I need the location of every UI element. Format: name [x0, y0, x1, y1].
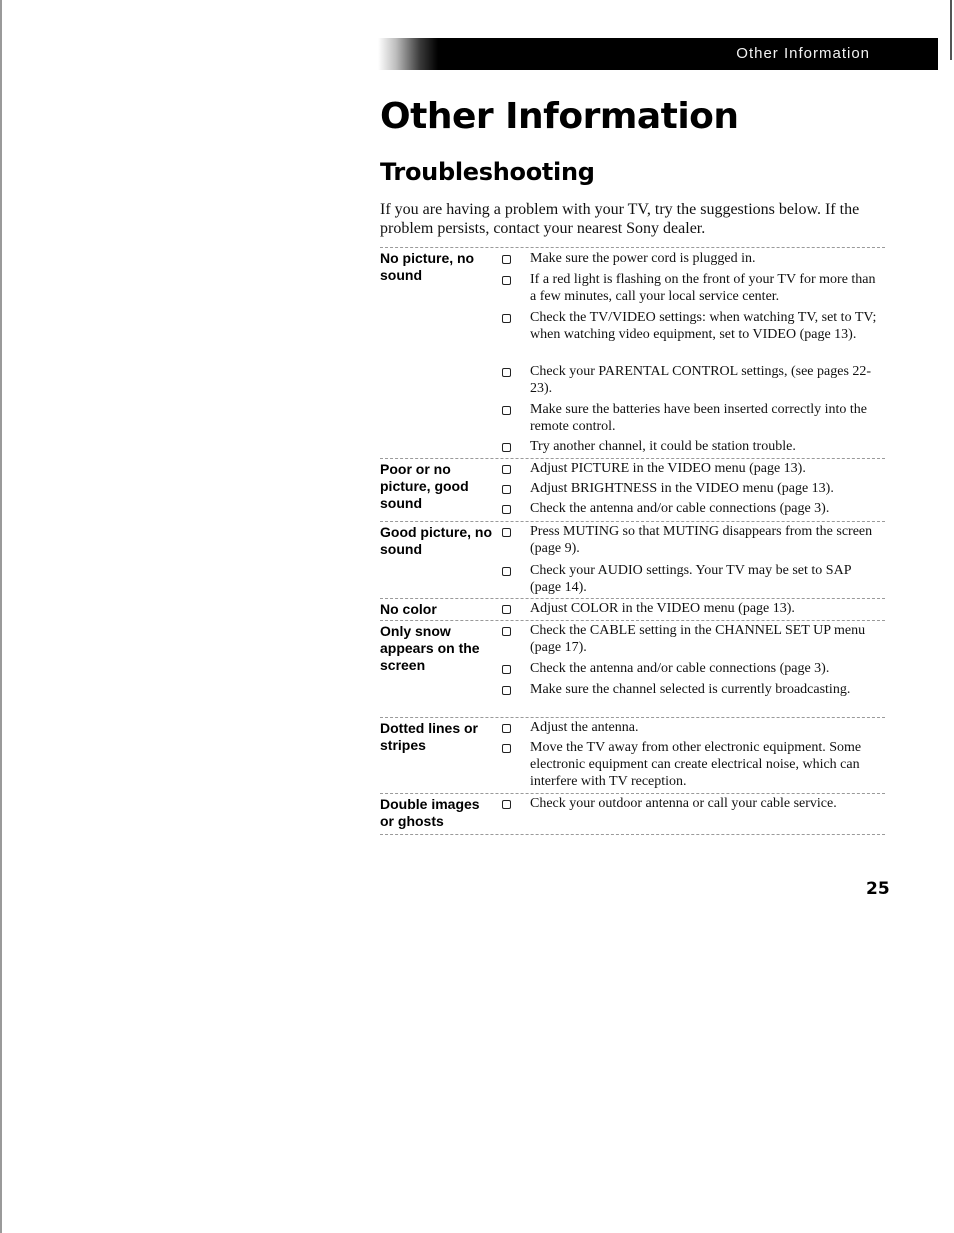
solution-text: Make sure the batteries have been inserted correctly into the remote control.	[530, 402, 868, 434]
solution-text: Adjust PICTURE in the VIDEO menu (page 13).	[530, 461, 806, 476]
table-row	[380, 598, 885, 620]
problem-label: Double images or ghosts	[380, 796, 480, 829]
checkbox-bullet-icon	[502, 276, 511, 285]
solution-text: Make sure the channel selected is currently broadcasting.	[530, 682, 851, 697]
header-bar-gradient	[378, 38, 438, 70]
table-row	[380, 247, 885, 458]
solution-text: Adjust COLOR in the VIDEO menu (page 13).	[530, 601, 795, 616]
table-row	[380, 793, 885, 835]
problem-label: No color	[380, 601, 437, 617]
checkbox-bullet-icon	[502, 485, 511, 494]
checkbox-bullet-icon	[502, 686, 511, 695]
solution-text: Check your AUDIO settings. Your TV may be set to SAP (page 14).	[530, 563, 851, 595]
checkbox-bullet-icon	[502, 528, 511, 537]
table-row	[380, 620, 885, 717]
problem-label: No picture, no sound	[380, 250, 475, 283]
page-scan-mark	[950, 0, 952, 60]
solution-text: Check the TV/VIDEO settings: when watching TV, set to TV; when watching video equipment, set to VIDEO (page 13).	[530, 310, 877, 342]
solution-text: Move the TV away from other electronic equipment. Some electronic equipment can create electrical noise, which can interfere with TV reception.	[530, 740, 862, 789]
intro-paragraph: If you are having a problem with your TV, try the suggestions below. If the problem persists, contact your nearest Sony dealer.	[380, 201, 860, 237]
problem-label: Poor or no picture, good sound	[380, 461, 469, 511]
checkbox-bullet-icon	[502, 605, 511, 614]
solution-text: Check the antenna and/or cable connections (page 3).	[530, 501, 830, 516]
checkbox-bullet-icon	[502, 567, 511, 576]
solution-text: Check the antenna and/or cable connections (page 3).	[530, 661, 830, 676]
page-title: Other Information	[380, 96, 739, 137]
checkbox-bullet-icon	[502, 800, 511, 809]
header-bar	[378, 38, 938, 70]
checkbox-bullet-icon	[502, 744, 511, 753]
page-scan-edge	[0, 0, 2, 1233]
problem-label: Only snow appears on the screen	[380, 623, 480, 673]
problem-label: Dotted lines or stripes	[380, 720, 479, 753]
page-number: 25	[866, 879, 890, 899]
checkbox-bullet-icon	[502, 406, 511, 415]
checkbox-bullet-icon	[502, 627, 511, 636]
header-title: Other Information	[736, 45, 870, 62]
checkbox-bullet-icon	[502, 368, 511, 377]
solution-text: Check your outdoor antenna or call your cable service.	[530, 796, 837, 811]
table-row	[380, 521, 885, 598]
checkbox-bullet-icon	[502, 465, 511, 474]
solution-text: Press MUTING so that MUTING disappears from the screen (page 9).	[530, 524, 873, 556]
solution-text: Check your PARENTAL CONTROL settings, (see pages 22-23).	[530, 364, 872, 396]
solution-text: Adjust the antenna.	[530, 720, 639, 735]
checkbox-bullet-icon	[502, 314, 511, 323]
table-row	[380, 717, 885, 793]
solution-text: Try another channel, it could be station trouble.	[530, 439, 796, 454]
solution-text: Adjust BRIGHTNESS in the VIDEO menu (page 13).	[530, 481, 834, 496]
solution-text: If a red light is flashing on the front of your TV for more than a few minutes, call your local service center.	[530, 272, 876, 304]
solution-text: Make sure the power cord is plugged in.	[530, 251, 756, 266]
checkbox-bullet-icon	[502, 505, 511, 514]
checkbox-bullet-icon	[502, 724, 511, 733]
problem-label: Good picture, no sound	[380, 524, 492, 557]
checkbox-bullet-icon	[502, 443, 511, 452]
section-title: Troubleshooting	[380, 158, 595, 186]
checkbox-bullet-icon	[502, 665, 511, 674]
solution-text: Check the CABLE setting in the CHANNEL SET UP menu (page 17).	[530, 623, 866, 655]
table-row	[380, 458, 885, 521]
checkbox-bullet-icon	[502, 255, 511, 264]
